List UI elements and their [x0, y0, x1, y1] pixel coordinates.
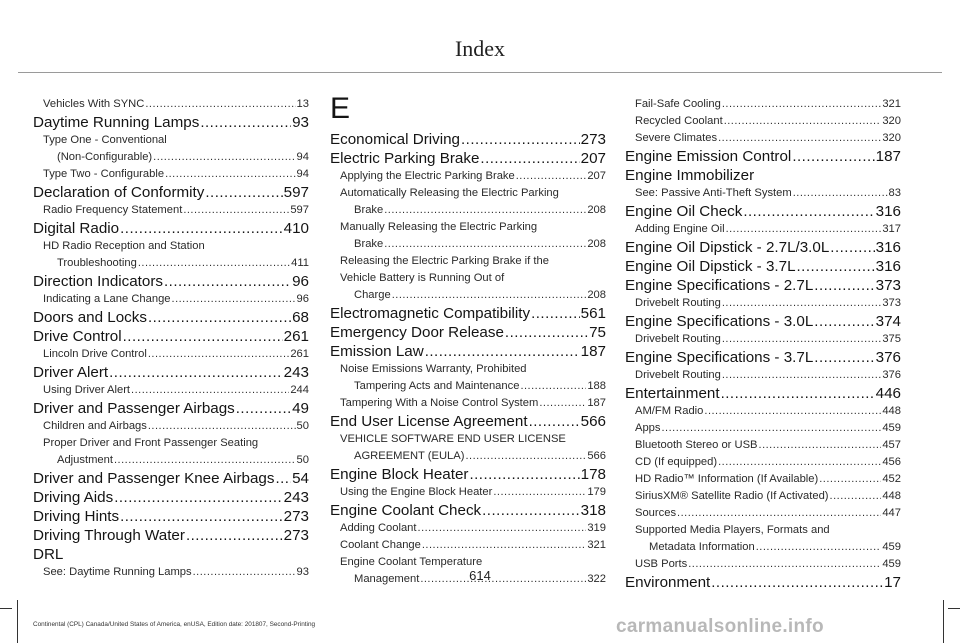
- entry-page-number: 179: [587, 486, 606, 498]
- entry-label: Engine Oil Dipstick - 3.7L: [625, 258, 796, 275]
- entry-label: Bluetooth Stereo or USB: [635, 439, 758, 451]
- entry-label: Electromagnetic Compatibility: [330, 305, 531, 322]
- index-subentry-text[interactable]: Automatically Releasing the Electric Parking: [340, 187, 559, 199]
- entry-label: Drivebelt Routing: [635, 369, 721, 381]
- index-subentry[interactable]: [33, 382, 309, 399]
- entry-label: Tampering With a Noise Control System: [340, 397, 539, 409]
- entry-page-number: 75: [589, 324, 606, 341]
- entry-page-number: 68: [292, 309, 309, 326]
- dot-leader: [830, 238, 874, 257]
- dot-leader: [756, 539, 882, 556]
- crop-mark: [943, 600, 944, 643]
- index-subentry[interactable]: [625, 295, 901, 312]
- dot-leader: [392, 287, 587, 304]
- entry-label: Charge: [354, 289, 391, 301]
- index-subentry[interactable]: [330, 202, 606, 219]
- dot-leader: [724, 113, 882, 130]
- entry-label: Drive Control: [33, 328, 122, 345]
- dot-leader: [109, 363, 283, 382]
- entry-page-number: 50: [296, 454, 309, 466]
- entry-page-number: 244: [290, 384, 309, 396]
- dot-leader: [743, 202, 874, 221]
- entry-label: Brake: [354, 204, 384, 216]
- entry-label: Sources: [635, 507, 677, 519]
- entry-page-number: 456: [882, 456, 901, 468]
- entry-page-number: 566: [580, 413, 606, 430]
- dot-leader: [505, 323, 588, 342]
- index-subentry[interactable]: [330, 395, 606, 412]
- index-subentry[interactable]: [330, 168, 606, 185]
- entry-page-number: 376: [882, 369, 901, 381]
- crop-mark: [948, 608, 960, 609]
- dot-leader: [114, 452, 296, 469]
- index-subentry[interactable]: [330, 537, 606, 554]
- dot-leader: [461, 130, 580, 149]
- index-subentry[interactable]: [625, 113, 901, 130]
- index-subentry[interactable]: [330, 236, 606, 253]
- entry-page-number: 54: [292, 470, 309, 487]
- dot-leader: [148, 308, 291, 327]
- index-entry[interactable]: [330, 465, 606, 484]
- index-subentry[interactable]: [33, 202, 309, 219]
- entry-page-number: 261: [283, 328, 309, 345]
- dot-leader: [148, 418, 296, 435]
- index-entry[interactable]: [33, 507, 309, 526]
- entry-label: Economical Driving: [330, 131, 460, 148]
- dot-leader: [759, 437, 882, 454]
- dot-leader: [704, 403, 881, 420]
- index-subentry[interactable]: [625, 488, 901, 505]
- dot-leader: [131, 382, 289, 399]
- index-subentry[interactable]: [625, 420, 901, 437]
- entry-page-number: 178: [580, 466, 606, 483]
- dot-leader: [165, 166, 295, 183]
- index-entry[interactable]: [625, 238, 901, 257]
- dot-leader: [138, 255, 290, 272]
- entry-label: Driving Aids: [33, 489, 114, 506]
- index-entry[interactable]: [33, 183, 309, 202]
- dot-leader: [422, 537, 586, 554]
- entry-label: Adding Coolant: [340, 522, 417, 534]
- entry-page-number: 243: [283, 364, 309, 381]
- entry-page-number: 410: [283, 220, 309, 237]
- entry-page-number: 373: [882, 297, 901, 309]
- index-subentry[interactable]: [33, 452, 309, 469]
- index-subentry[interactable]: [33, 149, 309, 166]
- entry-label: Applying the Electric Parking Brake: [340, 170, 515, 182]
- index-subentry[interactable]: [33, 346, 309, 363]
- dot-leader: [539, 395, 586, 412]
- entry-label: Fail-Safe Cooling: [635, 98, 721, 110]
- entry-page-number: 566: [587, 450, 606, 462]
- entry-page-number: 187: [875, 148, 901, 165]
- dot-leader: [482, 501, 580, 520]
- index-subentry[interactable]: [625, 539, 901, 556]
- entry-page-number: 316: [875, 258, 901, 275]
- entry-label: Type Two - Configurable: [43, 168, 165, 180]
- index-subentry-text[interactable]: Engine Coolant Temperature: [340, 556, 483, 568]
- index-entry[interactable]: [330, 342, 606, 361]
- index-subentry[interactable]: [625, 221, 901, 238]
- entry-label: See: Passive Anti-Theft System: [635, 187, 792, 199]
- entry-label: Drivebelt Routing: [635, 333, 721, 345]
- entry-page-number: 320: [882, 115, 901, 127]
- index-entry[interactable]: [33, 327, 309, 346]
- index-entry[interactable]: [625, 348, 901, 367]
- dot-leader: [718, 454, 881, 471]
- entry-page-number: 273: [580, 131, 606, 148]
- page-number: 614: [469, 568, 491, 583]
- entry-label: Drivebelt Routing: [635, 297, 721, 309]
- footer-edition-text: Continental (CPL) Canada/United States of America, enUSA, Edition date: 201807, Second-Printing: [33, 621, 316, 628]
- dot-leader: [164, 272, 291, 291]
- entry-page-number: 94: [296, 168, 309, 180]
- index-entry[interactable]: [33, 488, 309, 507]
- entry-label: Children and Airbags: [43, 420, 147, 432]
- dot-leader: [814, 276, 874, 295]
- watermark-text: carmanualsonline.info: [616, 616, 824, 637]
- entry-label: Doors and Locks: [33, 309, 147, 326]
- crop-mark: [0, 608, 12, 609]
- dot-leader: [722, 367, 882, 384]
- entry-page-number: 452: [882, 473, 901, 485]
- entry-page-number: 208: [587, 238, 606, 250]
- entry-page-number: 411: [291, 257, 309, 269]
- entry-page-number: 208: [587, 289, 606, 301]
- entry-page-number: 374: [875, 313, 901, 330]
- dot-leader: [120, 507, 283, 526]
- entry-page-number: 317: [882, 223, 901, 235]
- dot-leader: [123, 327, 283, 346]
- dot-leader: [531, 304, 580, 323]
- entry-label: Emission Law: [330, 343, 424, 360]
- entry-label: Digital Radio: [33, 220, 120, 237]
- index-subentry[interactable]: [625, 130, 901, 147]
- index-entry[interactable]: [625, 257, 901, 276]
- dot-leader: [493, 484, 586, 501]
- dot-leader: [480, 149, 579, 168]
- entry-page-number: 321: [587, 539, 606, 551]
- entry-page-number: 447: [882, 507, 901, 519]
- entry-page-number: 373: [875, 277, 901, 294]
- entry-page-number: 448: [882, 490, 901, 502]
- entry-label: Entertainment: [625, 385, 720, 402]
- index-entry[interactable]: [625, 312, 901, 331]
- entry-page-number: 83: [888, 187, 901, 199]
- entry-page-number: 96: [292, 273, 309, 290]
- index-column-2: [330, 92, 606, 588]
- index-entry[interactable]: [330, 149, 606, 168]
- dot-leader: [172, 291, 296, 308]
- index-entry[interactable]: [33, 272, 309, 291]
- dot-leader: [793, 185, 888, 202]
- index-subentry-text[interactable]: Proper Driver and Front Passenger Seating: [43, 437, 259, 449]
- entry-page-number: 50: [296, 420, 309, 432]
- index-heading[interactable]: Engine Immobilizer: [625, 167, 755, 184]
- entry-label: Metadata Information: [649, 541, 755, 553]
- index-entry[interactable]: [33, 399, 309, 418]
- entry-page-number: 561: [580, 305, 606, 322]
- entry-label: Engine Specifications - 3.0L: [625, 313, 814, 330]
- dot-leader: [186, 526, 283, 545]
- index-entry[interactable]: [33, 113, 309, 132]
- entry-page-number: 459: [882, 422, 901, 434]
- dot-leader: [529, 412, 580, 431]
- dot-leader: [516, 168, 587, 185]
- dot-leader: [384, 236, 586, 253]
- index-subentry-text[interactable]: Supported Media Players, Formats and: [635, 524, 830, 536]
- dot-leader: [830, 488, 882, 505]
- index-entry[interactable]: [330, 130, 606, 149]
- dot-leader: [722, 331, 882, 348]
- entry-page-number: 316: [875, 203, 901, 220]
- entry-label: Apps: [635, 422, 661, 434]
- index-entry[interactable]: [33, 363, 309, 382]
- entry-label: (Non-Configurable): [57, 151, 153, 163]
- entry-label: Driver Alert: [33, 364, 109, 381]
- dot-leader: [418, 520, 587, 537]
- dot-leader: [183, 202, 289, 219]
- entry-label: CD (If equipped): [635, 456, 718, 468]
- index-subentry[interactable]: [625, 403, 901, 420]
- index-subentry[interactable]: [33, 255, 309, 272]
- entry-label: SiriusXM® Satellite Radio (If Activated): [635, 490, 829, 502]
- dot-leader: [677, 505, 881, 522]
- dot-leader: [797, 257, 875, 276]
- entry-page-number: 49: [292, 400, 309, 417]
- dot-leader: [726, 221, 882, 238]
- entry-page-number: 319: [587, 522, 606, 534]
- entry-page-number: 17: [884, 574, 901, 591]
- index-subentry[interactable]: [330, 287, 606, 304]
- index-entry[interactable]: [625, 384, 901, 403]
- entry-page-number: 96: [296, 293, 309, 305]
- index-subentry[interactable]: [625, 331, 901, 348]
- entry-page-number: 318: [580, 502, 606, 519]
- entry-label: Declaration of Conformity: [33, 184, 205, 201]
- index-subentry[interactable]: [330, 448, 606, 465]
- crop-mark: [17, 600, 18, 643]
- index-subentry[interactable]: [33, 291, 309, 308]
- index-column-3: [625, 96, 901, 592]
- entry-page-number: 459: [882, 541, 901, 553]
- dot-leader: [153, 149, 295, 166]
- dot-leader: [819, 471, 881, 488]
- index-entry[interactable]: [33, 308, 309, 327]
- entry-page-number: 187: [587, 397, 606, 409]
- dot-leader: [200, 113, 291, 132]
- index-entry[interactable]: [625, 276, 901, 295]
- entry-label: AGREEMENT (EULA): [354, 450, 465, 462]
- entry-page-number: 446: [875, 385, 901, 402]
- index-subentry-text[interactable]: Releasing the Electric Parking Brake if the: [340, 255, 549, 267]
- entry-page-number: 93: [292, 114, 309, 131]
- page-title: Index: [454, 36, 506, 61]
- entry-label: Engine Coolant Check: [330, 502, 482, 519]
- entry-label: Engine Emission Control: [625, 148, 792, 165]
- entry-label: Lincoln Drive Control: [43, 348, 147, 360]
- dot-leader: [114, 488, 282, 507]
- dot-leader: [120, 219, 283, 238]
- entry-label: Engine Specifications - 2.7L: [625, 277, 814, 294]
- entry-page-number: 597: [283, 184, 309, 201]
- dot-leader: [721, 384, 875, 403]
- index-column-1: [33, 96, 309, 581]
- index-entry[interactable]: [330, 501, 606, 520]
- entry-label: Environment: [625, 574, 711, 591]
- entry-page-number: 13: [296, 98, 309, 110]
- entry-label: Vehicles With SYNC: [43, 98, 145, 110]
- index-entry[interactable]: [330, 412, 606, 431]
- entry-label: Driver and Passenger Knee Airbags: [33, 470, 275, 487]
- index-subentry[interactable]: [625, 367, 901, 384]
- index-subentry-text[interactable]: Manually Releasing the Electric Parking: [340, 221, 538, 233]
- index-entry[interactable]: [330, 323, 606, 342]
- entry-page-number: 187: [580, 343, 606, 360]
- entry-page-number: 273: [283, 508, 309, 525]
- dot-leader: [792, 147, 874, 166]
- entry-page-number: 94: [296, 151, 309, 163]
- entry-label: Engine Oil Check: [625, 203, 743, 220]
- dot-leader: [425, 342, 580, 361]
- index-subentry[interactable]: [625, 471, 901, 488]
- entry-page-number: 322: [587, 573, 606, 585]
- dot-leader: [236, 399, 291, 418]
- index-subentry[interactable]: [330, 484, 606, 501]
- index-subentry[interactable]: [330, 520, 606, 537]
- entry-label: End User License Agreement: [330, 413, 528, 430]
- entry-page-number: 376: [875, 349, 901, 366]
- index-subentry[interactable]: [625, 185, 901, 202]
- entry-label: Electric Parking Brake: [330, 150, 480, 167]
- index-entry[interactable]: [625, 202, 901, 221]
- entry-label: Radio Frequency Statement: [43, 204, 183, 216]
- dot-leader: [145, 96, 295, 113]
- index-subentry-text[interactable]: HD Radio Reception and Station: [43, 240, 205, 252]
- entry-label: AM/FM Radio: [635, 405, 704, 417]
- entry-label: Driver and Passenger Airbags: [33, 400, 235, 417]
- entry-page-number: 597: [290, 204, 309, 216]
- entry-label: Driving Through Water: [33, 527, 185, 544]
- entry-label: Engine Specifications - 3.7L: [625, 349, 814, 366]
- entry-label: Direction Indicators: [33, 273, 163, 290]
- index-entry[interactable]: [33, 469, 309, 488]
- entry-label: USB Ports: [635, 558, 688, 570]
- index-subentry-text[interactable]: Type One - Conventional: [43, 134, 167, 146]
- entry-label: Using Driver Alert: [43, 384, 131, 396]
- index-heading[interactable]: DRL: [33, 546, 64, 563]
- entry-page-number: 457: [882, 439, 901, 451]
- entry-page-number: 316: [875, 239, 901, 256]
- section-letter: E: [330, 92, 351, 125]
- dot-leader: [718, 130, 881, 147]
- index-subentry[interactable]: [625, 96, 901, 113]
- index-entry[interactable]: [330, 304, 606, 323]
- entry-page-number: 261: [290, 348, 309, 360]
- dot-leader: [520, 378, 586, 395]
- entry-label: Severe Climates: [635, 132, 718, 144]
- index-subentry[interactable]: [625, 505, 901, 522]
- entry-page-number: 273: [283, 527, 309, 544]
- entry-label: See: Daytime Running Lamps: [43, 566, 192, 578]
- entry-label: Adjustment: [57, 454, 113, 466]
- dot-leader: [469, 465, 579, 484]
- entry-label: Emergency Door Release: [330, 324, 504, 341]
- entry-label: Brake: [354, 238, 384, 250]
- index-entry[interactable]: [625, 147, 901, 166]
- entry-label: Indicating a Lane Change: [43, 293, 171, 305]
- entry-label: Management: [354, 573, 420, 585]
- dot-leader: [814, 312, 874, 331]
- index-subentry[interactable]: [33, 418, 309, 435]
- entry-label: Coolant Change: [340, 539, 421, 551]
- index-subentry[interactable]: [330, 378, 606, 395]
- entry-page-number: 207: [580, 150, 606, 167]
- dot-leader: [275, 469, 291, 488]
- dot-leader: [205, 183, 282, 202]
- dot-leader: [148, 346, 289, 363]
- dot-leader: [662, 420, 882, 437]
- entry-label: Using the Engine Block Heater: [340, 486, 493, 498]
- index-entry[interactable]: [33, 526, 309, 545]
- entry-page-number: 243: [283, 489, 309, 506]
- entry-label: Adding Engine Oil: [635, 223, 725, 235]
- entry-label: Engine Block Heater: [330, 466, 469, 483]
- index-subentry-text[interactable]: Noise Emissions Warranty, Prohibited: [340, 363, 527, 375]
- entry-page-number: 321: [882, 98, 901, 110]
- dot-leader: [814, 348, 874, 367]
- dot-leader: [384, 202, 586, 219]
- entry-label: Recycled Coolant: [635, 115, 723, 127]
- entry-label: Troubleshooting: [57, 257, 137, 269]
- entry-page-number: 207: [587, 170, 606, 182]
- entry-page-number: 375: [882, 333, 901, 345]
- index-subentry-text[interactable]: Vehicle Battery is Running Out of: [340, 272, 505, 284]
- dot-leader: [465, 448, 586, 465]
- entry-page-number: 93: [296, 566, 309, 578]
- index-subentry[interactable]: [625, 437, 901, 454]
- entry-label: Daytime Running Lamps: [33, 114, 200, 131]
- title-divider: [18, 72, 942, 73]
- entry-label: Tampering Acts and Maintenance: [354, 380, 520, 392]
- index-subentry[interactable]: [33, 96, 309, 113]
- entry-page-number: 448: [882, 405, 901, 417]
- dot-leader: [722, 295, 882, 312]
- entry-label: HD Radio™ Information (If Available): [635, 473, 819, 485]
- entry-page-number: 208: [587, 204, 606, 216]
- entry-page-number: 188: [587, 380, 606, 392]
- entry-label: Driving Hints: [33, 508, 120, 525]
- index-subentry-text[interactable]: VEHICLE SOFTWARE END USER LICENSE: [340, 433, 566, 445]
- index-entry[interactable]: [33, 219, 309, 238]
- index-subentry[interactable]: [33, 166, 309, 183]
- entry-label: Engine Oil Dipstick - 2.7L/3.0L: [625, 239, 830, 256]
- entry-page-number: 459: [882, 558, 901, 570]
- index-subentry[interactable]: [625, 454, 901, 471]
- entry-page-number: 320: [882, 132, 901, 144]
- dot-leader: [722, 96, 882, 113]
